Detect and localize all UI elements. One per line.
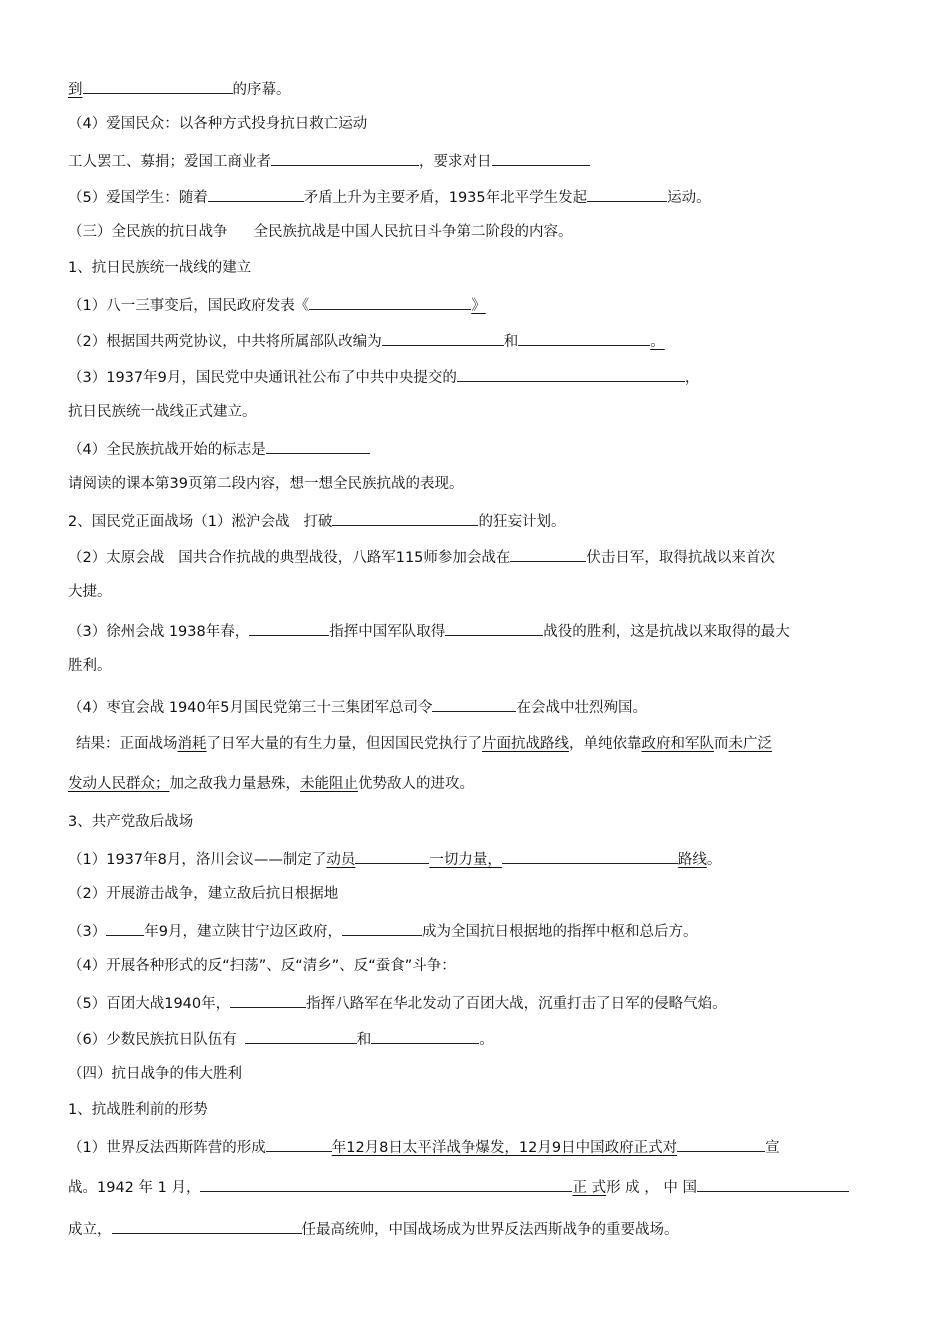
text: 伏击日军，取得抗战以来首次 — [586, 550, 775, 566]
line-1 — [68, 78, 888, 100]
text: 打破 — [303, 514, 333, 530]
blank-field[interactable] — [245, 1028, 357, 1044]
line-25: （4）开展各种形式的反“扫荡”、反“清乡”、反“蚕食”斗争： — [68, 958, 456, 974]
line-11 — [68, 438, 888, 460]
text: （1）世界反法西斯阵营的形成 — [68, 1140, 266, 1156]
text: 成为世界反法西斯战争的重要战场。 — [446, 1222, 679, 1238]
blank-field[interactable] — [432, 696, 516, 712]
text: 。 — [706, 852, 722, 868]
text: 指挥中国军队取得 — [329, 624, 446, 640]
text: （3）1937年9月，国民党中央通讯社公布了中共中央提交的 — [68, 370, 457, 386]
line-4 — [68, 186, 888, 208]
line-31 — [68, 1176, 888, 1198]
blank-field[interactable] — [510, 546, 586, 562]
line-6: 1、抗日民族统一战线的建立 — [68, 260, 252, 276]
blank-field[interactable] — [371, 1028, 479, 1044]
line-7 — [68, 294, 888, 316]
text: 和 — [356, 1032, 372, 1048]
text: 的序幕。 — [232, 82, 291, 98]
text: 未能阻止 — [300, 776, 358, 792]
blank-field[interactable] — [266, 438, 370, 454]
text: （三）全民族的抗日战争 — [68, 224, 228, 240]
line-8 — [68, 330, 888, 352]
text: （2）根据国共两党协议，中共将所属部队改编为 — [68, 334, 382, 350]
text: 一切力量， — [429, 852, 502, 868]
text: （5）百团大战1940年， — [68, 996, 231, 1012]
text: 成立， — [68, 1222, 112, 1238]
line-16 — [68, 620, 888, 642]
text: 发动人民群众； — [68, 776, 170, 792]
text: 路线 — [677, 852, 707, 868]
blank-field[interactable] — [355, 848, 429, 864]
text: 成为全国抗日根据地的指挥中枢和总后方。 — [421, 924, 698, 940]
blank-field[interactable] — [518, 330, 650, 346]
text: 运动。 — [667, 190, 711, 206]
line-32 — [68, 1218, 888, 1240]
line-19 — [76, 734, 896, 754]
text: ，单纯依靠 — [569, 736, 642, 752]
line-28: （四）抗日战争的伟大胜利 — [68, 1066, 242, 1082]
line-14 — [68, 546, 888, 568]
text: 2、国民党正面战场（1）淞沪会战 — [68, 514, 290, 530]
line-29: 1、抗战胜利前的形势 — [68, 1102, 208, 1118]
blank-field[interactable] — [249, 620, 329, 636]
text: （4）全民族抗战开始的标志是 — [68, 442, 266, 458]
blank-field[interactable] — [457, 366, 685, 382]
text: 和 — [503, 334, 519, 350]
line-30 — [68, 1136, 888, 1158]
line-18 — [68, 696, 888, 718]
text: 正 式 — [572, 1180, 607, 1196]
line-26 — [68, 992, 888, 1014]
text: （6）少数民族抗日队伍有 — [68, 1032, 237, 1048]
text: 战役的胜利，这是抗战以来取得的最大 — [543, 624, 790, 640]
text: （2）太原会战 — [68, 550, 165, 566]
line-12: 请阅读的课本第39页第二段内容，想一想全民族抗战的表现。 — [68, 476, 464, 492]
text: 》 — [471, 298, 486, 314]
text: （4）枣宜会战 1940年5月国民党第三十三集团军总司令 — [68, 700, 433, 716]
text: 年9月，建立陕甘宁边区政府， — [144, 924, 342, 940]
text: ，要求对日 — [419, 154, 492, 170]
text: 工人罢工、募捐；爱国工商业者 — [68, 154, 271, 170]
blank-field[interactable] — [230, 992, 306, 1008]
blank-field[interactable] — [309, 294, 471, 310]
text: 结果：正面战场 — [76, 736, 178, 752]
text: 形 成 ， 中 国 — [606, 1180, 698, 1196]
blank-field[interactable] — [502, 848, 678, 864]
text: 的狂妄计划。 — [478, 514, 566, 530]
blank-field[interactable] — [342, 920, 422, 936]
text: 全民族抗战是中国人民抗日斗争第二阶段的内容。 — [253, 224, 573, 240]
text: 消耗 — [177, 736, 207, 752]
text: 年12月8日太平洋战争爆发，12月9日中国政府正式对 — [331, 1140, 678, 1156]
line-24 — [68, 920, 888, 942]
blank-field[interactable] — [677, 1136, 765, 1152]
text: 。 — [479, 1032, 494, 1048]
blank-field[interactable] — [382, 330, 504, 346]
text: 未广泛 — [728, 736, 772, 752]
blank-field[interactable] — [271, 150, 419, 166]
text: 矛盾上升为主要矛盾，1935年北平学生发起 — [303, 190, 588, 206]
text: 宣 — [765, 1140, 780, 1156]
line-17: 胜利。 — [68, 658, 112, 674]
line-23: （2）开展游击战争，建立敌后抗日根据地 — [68, 886, 339, 902]
line-9 — [68, 366, 888, 388]
line-21: 3、共产党敌后战场 — [68, 814, 194, 830]
line-22 — [68, 848, 888, 870]
blank-field[interactable] — [106, 920, 144, 936]
line-3 — [68, 150, 888, 172]
blank-field[interactable] — [445, 620, 543, 636]
blank-field[interactable] — [587, 186, 667, 202]
text: 片面抗战路线 — [482, 736, 569, 752]
line-10: 抗日民族统一战线正式建立。 — [68, 404, 257, 420]
text: 指挥八路军在华北发动了百团大战，沉重打击了日军的侵略气焰。 — [306, 996, 727, 1012]
text: 任最高统帅，中国战场 — [301, 1222, 447, 1238]
text: （3）徐州会战 1938年春， — [68, 624, 250, 640]
line-2: （4）爱国民众：以各种方式投身抗日救亡运动 — [68, 116, 368, 132]
line-20 — [68, 774, 888, 794]
blank-field[interactable] — [112, 1218, 302, 1234]
line-5 — [68, 222, 888, 242]
blank-field[interactable] — [332, 510, 478, 526]
text: 加之敌我力量悬殊， — [169, 776, 300, 792]
text: 。 — [650, 334, 665, 350]
text: （1）1937年8月，洛川会议——制定了 — [68, 852, 327, 868]
blank-field[interactable] — [200, 1176, 572, 1192]
blank-field[interactable] — [83, 78, 233, 94]
blank-field[interactable] — [697, 1176, 849, 1192]
text: 而 — [714, 736, 729, 752]
text: （3） — [68, 924, 107, 940]
text: 动员 — [326, 852, 356, 868]
blank-field[interactable] — [208, 186, 304, 202]
text: 在会战中壮烈殉国。 — [516, 700, 647, 716]
text: （1）八一三事变后，国民政府发表《 — [68, 298, 310, 314]
text: 优势敌人的进攻。 — [358, 776, 474, 792]
text: （5）爱国学生：随着 — [68, 190, 208, 206]
line-15: 大捷。 — [68, 584, 112, 600]
text: 政府和军队 — [641, 736, 714, 752]
text: 了日军大量的有生力量，但因国民党执行了 — [206, 736, 482, 752]
line-13 — [68, 510, 888, 532]
text: 国共合作抗战的典型战役，八路军115师参加会战在 — [178, 550, 511, 566]
text: ， — [684, 370, 700, 386]
text: 战。1942 年 1 月， — [68, 1180, 201, 1196]
blank-field[interactable] — [266, 1136, 332, 1152]
line-27 — [68, 1028, 888, 1050]
blank-field[interactable] — [492, 150, 590, 166]
text: 到 — [68, 82, 83, 98]
